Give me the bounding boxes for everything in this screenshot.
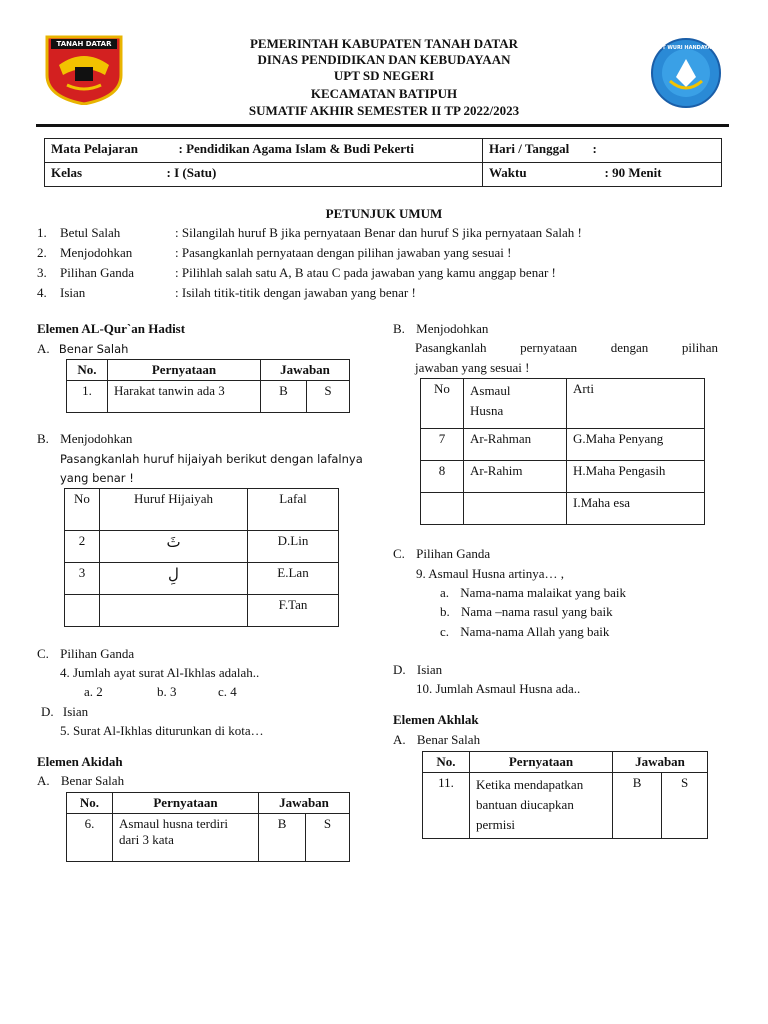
row-no: 8 [421,461,464,493]
option-letter: a. [440,585,450,600]
section-akidah-title: Elemen Akidah [37,754,123,769]
quran-b-instruction-1: Pasangkanlah huruf hijaiyah berikut dengan lafalnya [60,452,363,466]
answer-b[interactable]: B [261,381,307,413]
day-label: Hari / Tanggal [489,141,570,156]
option-letter: c. [440,624,450,639]
empty-cell [65,595,100,627]
instruction-num: 4. [37,285,47,300]
quran-d-text: Isian [62,704,89,719]
section-quran-title: Elemen AL-Qur`an Hadist [37,321,186,336]
quran-b-label: B. [37,431,49,446]
col-no: No. [67,793,113,814]
col-statement: Pernyataan [113,793,259,814]
q4-option-b: b. 3 [157,684,177,699]
col-answer: Jawaban [261,360,350,381]
quran-a-text: Benar Salah [58,342,129,356]
instruction-label: Isian [60,285,86,300]
quran-b-text: Menjodohkan [60,431,133,446]
lafal-option: F.Tan [248,595,339,627]
instruction-label: Betul Salah [60,225,121,240]
col-statement: Pernyataan [108,360,261,381]
asmaul-d-heading [393,662,442,678]
q9-option-b [440,604,613,620]
col-huruf: Huruf Hijaiyah [100,489,248,531]
col-asmaul-line: Asmaul [470,383,511,398]
instruction-num: 1. [37,225,47,240]
instruction-word: pernyataan [520,340,578,355]
answer-s[interactable]: S [307,381,350,413]
quran-a-label: A. [37,341,50,356]
asmaul-b-instruction-1 [415,340,718,356]
akhlak-a-heading [393,732,480,748]
time-label: Waktu [489,165,527,180]
q4-option-a: a. 2 [84,684,103,699]
day-value: : [592,141,597,156]
row-statement [113,814,259,862]
hijaiyah-matching-table [64,488,339,627]
header-government: PEMERINTAH KABUPATEN TANAH DATAR [249,36,519,51]
instruction-item [37,265,737,285]
quran-b-instruction-2: yang benar ! [60,471,134,485]
instruction-item [37,245,737,265]
row-statement [470,773,613,839]
col-answer: Jawaban [613,752,708,773]
arti-option: I.Maha esa [567,493,705,525]
quran-true-false-table [66,359,350,413]
quran-d-label: D. [41,704,54,719]
q9-option-a [440,585,626,601]
asmaul-c-heading [393,546,490,562]
quran-c-label: C. [37,646,49,661]
instruction-word: pilihan [681,340,718,355]
col-asmaul [464,379,567,429]
asmaul-b-instruction-2: jawaban yang sesuai ! [415,360,530,375]
asmaul-name: Ar-Rahman [464,429,567,461]
quran-a-heading [37,341,128,357]
instruction-label: Pilihan Ganda [60,265,135,280]
header-department: DINAS PENDIDIKAN DAN KEBUDAYAAN [257,52,511,67]
district-logo-text: TANAH DATAR [56,40,112,48]
asmaul-name: Ar-Rahim [464,461,567,493]
instruction-num: 3. [37,265,47,280]
akhlak-a-text: Benar Salah [416,732,481,747]
asmaul-b-label: B. [393,321,405,336]
instruction-text: : Silangilah huruf B jika pernyataan Benar dan huruf S jika pernyataan Salah ! [175,225,582,240]
col-asmaul-line: Husna [470,403,504,418]
row-statement: Harakat tanwin ada 3 [108,381,261,413]
akhlak-a-label: A. [393,732,406,747]
instruction-text: : Isilah titik-titik dengan jawaban yang benar ! [175,285,416,300]
question-9: 9. Asmaul Husna artinya… , [416,566,565,581]
col-no: No. [67,360,108,381]
instructions-title: PETUNJUK UMUM [325,206,443,221]
hijaiyah-letter: ثَ [100,531,248,563]
ministry-logo-text: TUT WURI HANDAYANI [654,45,718,51]
time-value: : 90 Menit [604,165,662,180]
statement-line: dari 3 kata [119,832,174,847]
header-exam-title: SUMATIF AKHIR SEMESTER II TP 2022/2023 [248,103,520,118]
row-no: 3 [65,563,100,595]
col-arti: Arti [567,379,705,429]
header-divider [36,124,729,127]
header-subdistrict: KECAMATAN BATIPUH [310,86,458,101]
statement-line: Asmaul husna terdiri [119,816,229,831]
answer-b[interactable]: B [259,814,306,862]
instruction-label: Menjodohkan [60,245,133,260]
class-value: : I (Satu) [166,165,217,180]
empty-cell [100,595,248,627]
arti-option: H.Maha Pengasih [567,461,705,493]
quran-c-text: Pilihan Ganda [60,646,135,661]
row-no: 1. [67,381,108,413]
lafal-option: E.Lan [248,563,339,595]
akhlak-true-false-table [422,751,708,839]
arti-option: G.Maha Penyang [567,429,705,461]
asmaul-c-text: Pilihan Ganda [416,546,491,561]
col-no: No. [423,752,470,773]
q9-option-c [440,624,609,640]
class-label: Kelas [51,165,83,180]
instruction-word: dengan [610,340,649,355]
row-no: 11. [423,773,470,839]
instruction-text: : Pilihlah salah satu A, B atau C pada jawaban yang kamu anggap benar ! [175,265,556,280]
col-no: No [65,489,100,531]
asmaul-husna-matching-table [420,378,705,525]
option-letter: b. [440,604,450,619]
subject-label: Mata Pelajaran [51,141,139,156]
q4-option-c: c. 4 [218,684,237,699]
quran-c-heading [37,646,134,662]
row-no: 6. [67,814,113,862]
col-answer: Jawaban [259,793,350,814]
akidah-a-label: A. [37,773,50,788]
row-no: 7 [421,429,464,461]
question-10: 10. Jumlah Asmaul Husna ada.. [416,681,581,696]
col-lafal: Lafal [248,489,339,531]
asmaul-d-label: D. [393,662,406,677]
instruction-num: 2. [37,245,47,260]
exam-info-table [44,138,722,187]
akidah-true-false-table [66,792,350,862]
section-akhlak-title: Elemen Akhlak [393,712,479,727]
quran-d-heading [41,704,88,720]
asmaul-b-heading [393,321,488,337]
lafal-option: D.Lin [248,531,339,563]
subject-value: : Pendidikan Agama Islam & Budi Pekerti [178,141,414,156]
option-text: Nama –nama rasul yang baik [461,604,613,619]
question-4: 4. Jumlah ayat surat Al-Ikhlas adalah.. [60,665,260,680]
asmaul-d-text: Isian [416,662,443,677]
instruction-item [37,225,737,245]
col-no: No [421,379,464,429]
empty-cell [464,493,567,525]
row-no: 2 [65,531,100,563]
answer-s[interactable]: S [662,773,708,839]
statement-line: permisi [476,817,515,832]
question-5: 5. Surat Al-Ikhlas diturunkan di kota… [60,723,264,738]
instruction-text: : Pasangkanlah pernyataan dengan pilihan jawaban yang sesuai ! [175,245,512,260]
col-statement: Pernyataan [470,752,613,773]
akidah-a-heading [37,773,124,789]
statement-line: bantuan diucapkan [476,797,574,812]
empty-cell [421,493,464,525]
akidah-a-text: Benar Salah [60,773,125,788]
option-text: Nama-nama Allah yang baik [460,624,610,639]
header-school: UPT SD NEGERI [333,68,435,83]
answer-b[interactable]: B [613,773,662,839]
asmaul-c-label: C. [393,546,405,561]
instructions-list [37,225,737,305]
instruction-item [37,285,737,305]
option-text: Nama-nama malaikat yang baik [460,585,626,600]
instruction-word: Pasangkanlah [415,340,487,355]
statement-line: Ketika mendapatkan [476,777,584,792]
quran-b-heading [37,431,132,447]
asmaul-b-text: Menjodohkan [416,321,489,336]
answer-s[interactable]: S [306,814,350,862]
hijaiyah-letter: لِ [100,563,248,595]
